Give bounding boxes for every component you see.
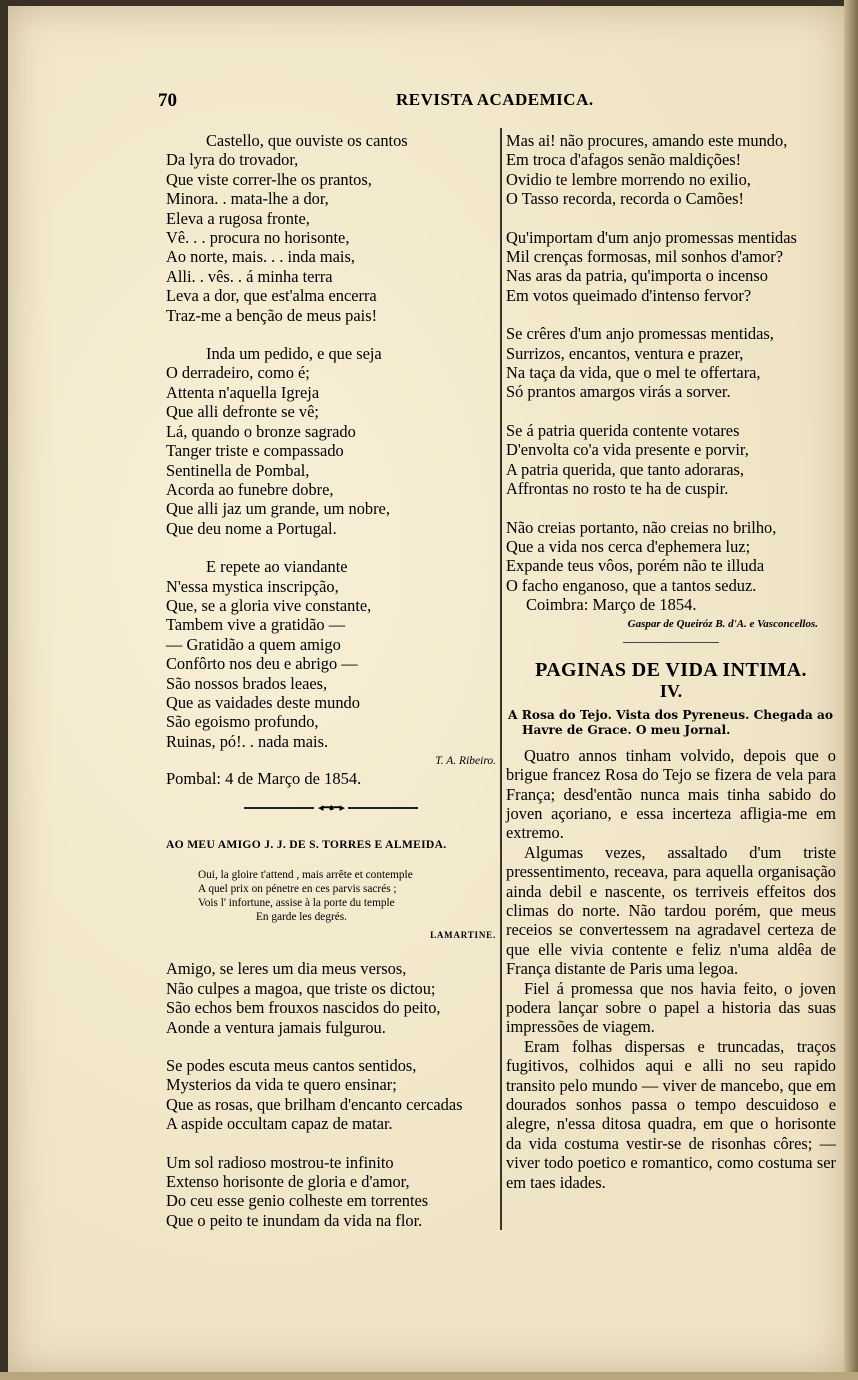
ornament-rule-right <box>348 807 418 809</box>
poem-stanza <box>166 131 496 325</box>
verse-line: Sentinella de Pombal, <box>166 460 310 480</box>
verse-line: Que viste correr-lhe os prantos, <box>166 169 372 189</box>
verse-line: Que as vaidades deste mundo <box>166 692 360 712</box>
epigraph-line: Vois l' infortune, assise à la porte du temple <box>198 897 395 909</box>
verse-line: Aonde a ventura jamais fulgurou. <box>166 1017 386 1037</box>
verse-line: Se crêres d'um anjo promessas mentidas, <box>506 324 774 344</box>
article-subtitle: A Rosa do Tejo. Vista dos Pyreneus. Chegada ao Havre de Grace. O meu Jornal. <box>508 707 834 737</box>
verse-line: Ovidio te lembre morrendo no exilio, <box>506 169 751 189</box>
ornament-rule-left <box>244 807 314 809</box>
verse-line: N'essa mystica inscripção, <box>166 576 339 596</box>
verse-line: Inda um pedido, e que seja <box>206 344 382 364</box>
verse-line: O Tasso recorda, recorda o Camões! <box>506 189 744 209</box>
verse-line: Da lyra do trovador, <box>166 150 299 170</box>
verse-line: Traz-me a benção de meus pais! <box>166 305 378 325</box>
poem-ribeiro <box>166 131 496 789</box>
verse-line: Tambem vive a gratidão — <box>166 615 346 635</box>
poem-stanza <box>506 518 836 596</box>
article-paragraph: Eram folhas dispersas e truncadas, traços fugitivos, colhidos aqui e alli no seu rapido transito pelo mundo — viver de mancebo, que em dourados sonhos passa o tempo descuidoso e alegre, n'essa ditosa quadra, em que o horisonte da vida costuma vestir-se de risonhas côres; — viver todo poetico e romantico, como costuma ser em taes idades. <box>506 1036 836 1192</box>
verse-line: Que o peito te inundam da vida na flor. <box>166 1210 423 1230</box>
article-paragraph: Fiel á promessa que nos havia feito, o joven podera lançar sobre o papel a historia das suas impressões de viagem. <box>506 978 836 1037</box>
page-edge-right <box>844 0 858 1380</box>
verse-line: Não culpes a magoa, que triste os dictou; <box>166 978 436 998</box>
verse-line: Um sol radioso mostrou-te infinito <box>166 1152 394 1172</box>
epigraph-line: Oui, la gloire t'attend , mais arrête et contemple <box>198 869 413 881</box>
verse-line: Extenso horisonte de gloria e d'amor, <box>166 1172 410 1192</box>
article-title: PAGINAS DE VIDA INTIMA. <box>535 658 807 681</box>
verse-line: Alli. . vês. . á minha terra <box>166 266 333 286</box>
verse-line: Attenta n'aquella Igreja <box>166 382 320 402</box>
verse-line: A patria querida, que tanto adoraras, <box>506 459 745 479</box>
verse-line: Acorda ao funebre dobre, <box>166 479 334 499</box>
article-paragraph: Quatro annos tinham volvido, depois que o brigue francez Rosa do Tejo se fizera de vela para França; desd'então nunca mais tinha sabido do joven açoriano, e essa incerteza afligia-me em extremo. <box>506 745 836 843</box>
verse-line: Não creias portanto, não creias no brilho, <box>506 517 777 537</box>
verse-line: Que a vida nos cerca d'ephemera luz; <box>506 536 751 556</box>
verse-line: Qu'importam d'um anjo promessas mentidas <box>506 227 797 247</box>
verse-line: Ruinas, pó!. . nada mais. <box>166 731 329 751</box>
verse-line: Se podes escuta meus cantos sentidos, <box>166 1056 417 1076</box>
verse-line: São echos bem frouxos nascidos do peito, <box>166 998 441 1018</box>
verse-line: Eleva a rugosa fronte, <box>166 208 310 228</box>
verse-line: Na taça da vida, que o mel te offertara, <box>506 363 761 383</box>
article-paginas <box>506 658 836 1192</box>
verse-line: Do ceu esse genio colheste em torrentes <box>166 1191 429 1211</box>
verse-line: São nossos brados leaes, <box>166 673 328 693</box>
page-edge-bottom <box>0 1372 858 1380</box>
verse-line: Tanger triste e compassado <box>166 441 344 461</box>
verse-line: Só prantos amargos virás a sorver. <box>506 382 731 402</box>
verse-line: D'envolta co'a vida presente e porvir, <box>506 440 749 460</box>
poem-stanza <box>506 228 836 306</box>
poem-dedication <box>166 835 496 1231</box>
page-number: 70 <box>158 90 177 111</box>
author-signature: T. A. Ribeiro. <box>435 755 496 768</box>
epigraph-line: A quel prix on pénetre en ces parvis sacrés ; <box>198 883 397 895</box>
verse-line: Castello, que ouviste os cantos <box>206 131 408 150</box>
article-body <box>506 746 836 1192</box>
verse-line: Leva a dor, que est'alma encerra <box>166 286 377 306</box>
poem-stanza <box>166 1056 496 1134</box>
verse-line: O derradeiro, como é; <box>166 363 310 383</box>
poem-stanza <box>506 131 836 209</box>
verse-line: Mil crenças formosas, mil sonhos d'amor? <box>506 247 783 267</box>
left-column <box>166 131 496 1249</box>
author-signature: Gaspar de Queiróz B. d'A. e Vasconcellos. <box>627 617 818 630</box>
verse-line: Que deu nome a Portugal. <box>166 518 337 538</box>
verse-line: Que as rosas, que brilham d'encanto cercadas <box>166 1094 463 1114</box>
epigraph-line: En garde les degrés. <box>256 911 347 923</box>
verse-line: Ao norte, mais. . . inda mais, <box>166 247 355 267</box>
verse-line: Vê. . . procura no horisonte, <box>166 228 350 248</box>
verse-line: Que, se a gloria vive constante, <box>166 595 372 615</box>
dedication-heading: AO MEU AMIGO J. J. DE S. TORRES E ALMEIDA. <box>166 837 447 851</box>
verse-line: Expande teus vôos, porém não te illuda <box>506 556 765 576</box>
poem-stanza <box>506 421 836 499</box>
verse-line: Surrizos, encantos, ventura e prazer, <box>506 343 744 363</box>
verse-line: Em troca d'afagos senão maldições! <box>506 150 742 170</box>
verse-line: Que alli defronte se vê; <box>166 402 319 422</box>
verse-line: O facho enganoso, que a tantos seduz. <box>506 575 757 595</box>
verse-line: Nas aras da patria, qu'importa o incenso <box>506 266 768 286</box>
epigraph-author: LAMARTINE. <box>430 930 496 940</box>
poem-stanza <box>166 1153 496 1231</box>
verse-line: Amigo, se leres um dia meus versos, <box>166 959 407 979</box>
verse-line: Mysterios da vida te quero ensinar; <box>166 1075 397 1095</box>
verse-line: Em votos queimado d'intenso fervor? <box>506 285 752 305</box>
dateline: Coimbra: Março de 1854. <box>526 595 697 615</box>
verse-line: E repete ao viandante <box>206 557 348 577</box>
verse-line: Lá, quando o bronze sagrado <box>166 421 356 441</box>
poem-stanza <box>166 959 496 1037</box>
verse-line: Affrontas no rosto te ha de cuspir. <box>506 479 729 499</box>
poem-stanza <box>166 344 496 538</box>
dateline: Pombal: 4 de Março de 1854. <box>166 769 362 789</box>
ornament-mark: ◂━●━▸ <box>318 801 344 814</box>
verse-line: Se á patria querida contente votares <box>506 420 740 440</box>
article-paragraph: Algumas vezes, assaltado d'um triste pressentimento, receava, para aquella organisação ainda debil e nascente, os terriveis effeitos dos climas do norte. Não tardou porém, que meus receios se convertessem na agradavel certeza de que elle vivia contente e feliz n'uma aldêa de França distante de Paris uma legoa. <box>506 842 836 979</box>
poem-stanza <box>166 557 496 751</box>
verse-line: — Gratidão a quem amigo <box>166 634 341 654</box>
verse-line: São egoismo profundo, <box>166 712 319 732</box>
section-divider <box>623 642 719 643</box>
verse-line: A aspide occultam capaz de matar. <box>166 1114 393 1134</box>
column-rule <box>500 128 502 1230</box>
article-number: IV. <box>659 681 683 702</box>
poem-continued <box>506 131 836 634</box>
ornament-divider <box>166 803 496 813</box>
verse-line: Que alli jaz um grande, um nobre, <box>166 499 390 519</box>
right-column <box>506 131 836 1192</box>
verse-line: Confôrto nos deu e abrigo — <box>166 654 358 674</box>
running-head: REVISTA ACADEMICA. <box>396 90 594 109</box>
verse-line: Mas ai! não procures, amando este mundo, <box>506 131 788 150</box>
epigraph <box>166 868 496 924</box>
poem-stanza <box>506 324 836 402</box>
verse-line: Minora. . mata-lhe a dor, <box>166 189 329 209</box>
